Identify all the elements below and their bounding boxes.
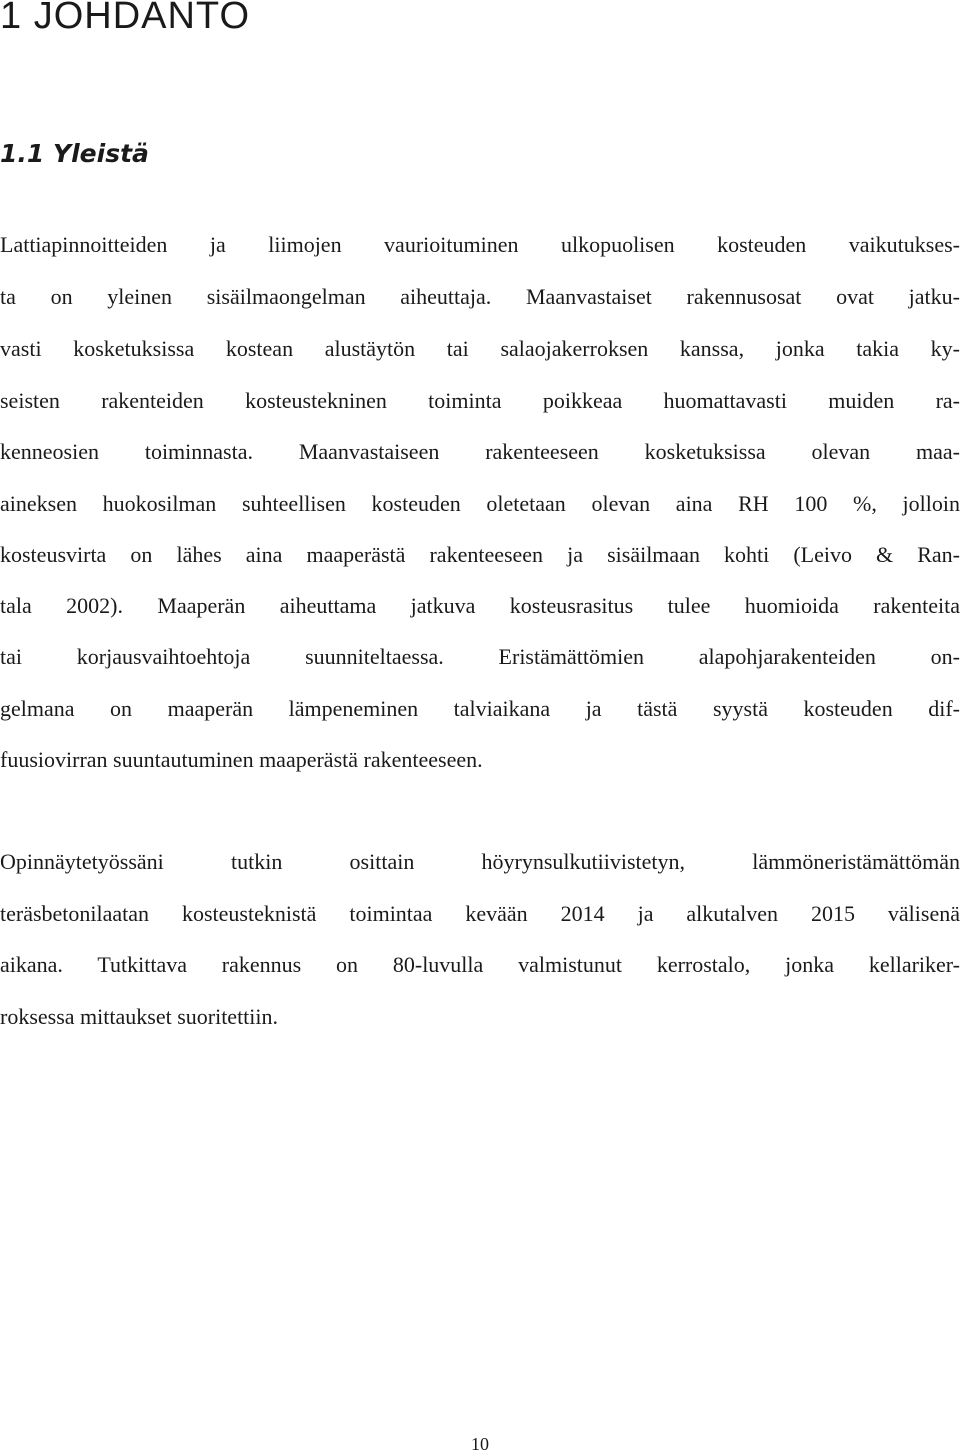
paragraph-1-line-10: gelmana on maaperän lämpeneminen talviaikana ja tästä syystä kosteuden dif- xyxy=(0,696,960,721)
chapter-title: 1 JOHDANTO xyxy=(0,0,251,37)
paragraph-1-line-2: ta on yleinen sisäilmaongelman aiheuttaja. Maanvastaiset rakennusosat ovat jatku- xyxy=(0,284,960,309)
paragraph-2-line-1: Opinnäytetyössäni tutkin osittain höyrynsulkutiivistetyn, lämmöneristämättömän xyxy=(0,849,960,874)
paragraph-1-line-4: seisten rakenteiden kosteustekninen toiminta poikkeaa huomattavasti muiden ra- xyxy=(0,388,960,413)
paragraph-2-line-2: teräsbetonilaatan kosteusteknistä toimintaa kevään 2014 ja alkutalven 2015 välisenä xyxy=(0,901,960,926)
paragraph-1-line-5: kenneosien toiminnasta. Maanvastaiseen rakenteeseen kosketuksissa olevan maa- xyxy=(0,439,960,464)
section-title: 1.1 Yleistä xyxy=(0,139,149,168)
paragraph-1-line-9: tai korjausvaihtoehtoja suunniteltaessa. Eristämättömien alapohjarakenteiden on- xyxy=(0,644,960,669)
paragraph-2-line-4: roksessa mittaukset suoritettiin. xyxy=(0,1004,279,1029)
paragraph-2-line-3: aikana. Tutkittava rakennus on 80-luvulla valmistunut kerrostalo, jonka kellariker- xyxy=(0,952,960,977)
paragraph-1-line-3: vasti kosketuksissa kostean alustäytön tai salaojakerroksen kanssa, jonka takia ky- xyxy=(0,336,960,361)
paragraph-1-line-8: tala 2002). Maaperän aiheuttama jatkuva kosteusrasitus tulee huomioida rakenteita xyxy=(0,593,960,618)
paragraph-1-line-11: fuusiovirran suuntautuminen maaperästä rakenteeseen. xyxy=(0,747,483,772)
paragraph-1-line-6: aineksen huokosilman suhteellisen kosteuden oletetaan olevan aina RH 100 %, jolloin xyxy=(0,491,960,516)
paragraph-1-line-7: kosteusvirta on lähes aina maaperästä rakenteeseen ja sisäilmaan kohti (Leivo & Ran- xyxy=(0,542,960,567)
page-number: 10 xyxy=(471,1434,489,1454)
paragraph-1-line-1: Lattiapinnoitteiden ja liimojen vaurioituminen ulkopuolisen kosteuden vaikutukses- xyxy=(0,232,960,257)
